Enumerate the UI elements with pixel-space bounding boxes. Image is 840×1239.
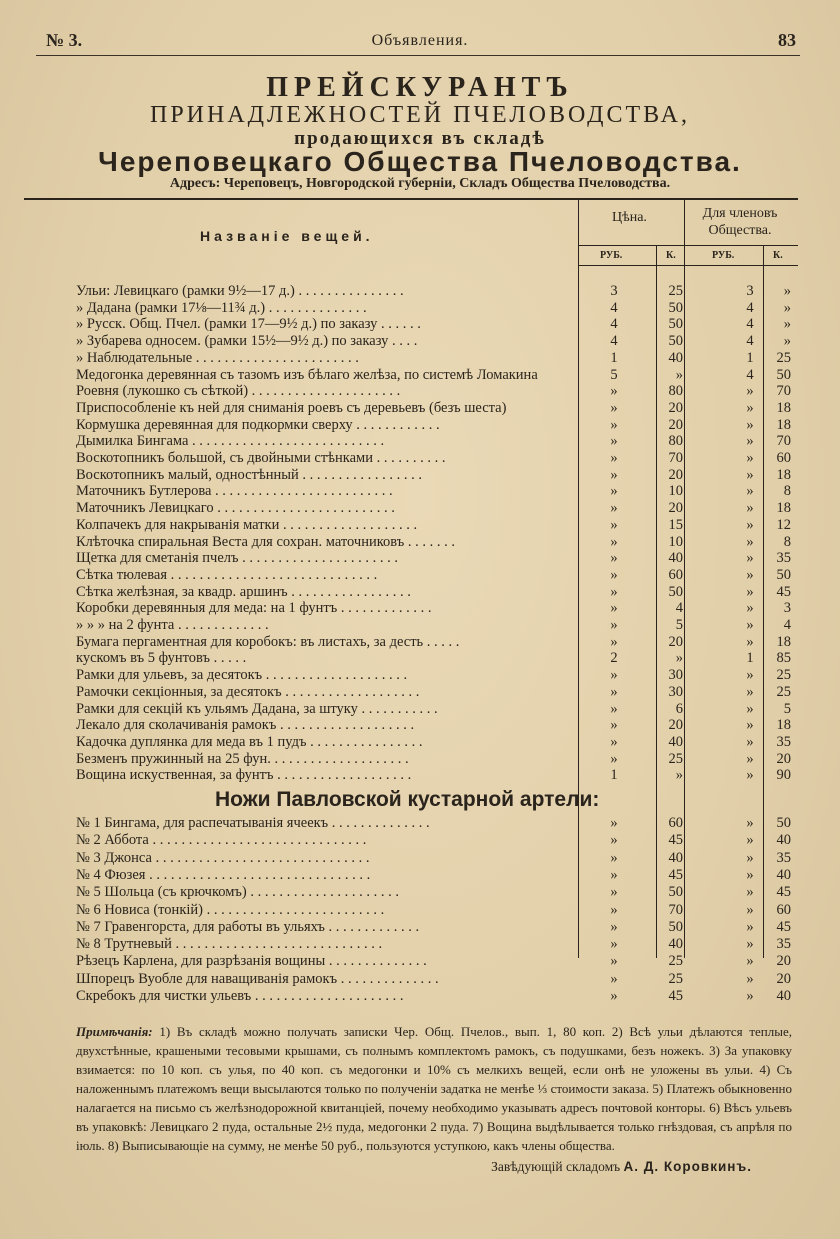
price-rub: » [610,667,618,684]
price-kop: 30 [668,667,683,684]
member-price-kop: 8 [783,533,791,550]
price-kop: 50 [668,884,683,901]
price-rub: 4 [610,299,618,316]
member-price-kop: 50 [776,566,791,583]
member-price-kop: 25 [776,667,791,684]
price-rub: » [610,433,618,450]
member-price-rub: » [746,866,754,883]
item-name: » Зубарева односем. (рамки 15½—9½ д.) по заказу . . . . [76,333,418,350]
table-top-rule [24,198,798,200]
column-header-members: Для членовъ Общества. [702,206,778,238]
item-name: Роевня (лукошко съ сѣткой) . . . . . . . . . . . . . . . . . . . . . [76,383,401,400]
item-name: Рамки для ульевъ, за десятокъ . . . . . . . . . . . . . . . . . . . . [76,667,408,684]
member-price-kop: 40 [776,832,791,849]
table-row [0,283,840,300]
member-price-rub: » [746,750,754,767]
table-row [0,767,840,784]
price-rub: » [610,884,618,901]
price-rub: » [610,399,618,416]
member-price-kop: 35 [776,936,791,953]
table-row [0,734,840,751]
table-row [0,316,840,333]
price-kop: 40 [668,733,683,750]
member-price-rub: » [746,815,754,831]
item-name: Шпорецъ Вуоблe для наващиванія рамокъ . . . . . . . . . . . . . . [76,970,439,987]
price-rub: » [610,600,618,617]
member-price-kop: 70 [776,383,791,400]
table-row [0,850,840,867]
item-name: Воскотопникъ большой, съ двойными стѣнками . . . . . . . . . . [76,450,446,466]
member-price-kop: 20 [776,970,791,987]
member-price-rub: » [746,733,754,750]
item-name: Сѣтка тюлевая . . . . . . . . . . . . . . . . . . . . . . . . . . . . . [76,566,378,583]
price-kop: 30 [668,683,683,700]
price-kop: 45 [668,832,683,849]
member-price-kop: 35 [776,849,791,866]
item-name: № 8 Трутневый . . . . . . . . . . . . . . . . . . . . . . . . . . . . . [76,936,383,953]
price-rub: » [610,566,618,583]
header-rule [36,55,800,56]
price-rub: 2 [610,650,618,667]
member-price-kop: 35 [776,733,791,750]
price-rub: » [610,700,618,717]
price-rub: » [610,988,618,1004]
item-name: Щетка для сметанія пчелъ . . . . . . . . . . . . . . . . . . . . . . [76,550,398,567]
running-header [40,30,800,56]
page-number: 83 [778,30,796,50]
price-kop: 50 [668,333,683,350]
item-name: № 7 Гравенгорста, для работы въ ульяхъ . . . . . . . . . . . . . [76,918,420,935]
table-row [0,600,840,617]
member-price-rub: » [746,500,754,517]
price-rub: » [610,450,618,466]
member-price-rub: » [746,970,754,987]
table-row [0,684,840,701]
member-price-kop: 18 [776,416,791,433]
member-price-rub: » [746,483,754,500]
table-row [0,884,840,901]
member-price-rub: » [746,617,754,633]
table-row [0,584,840,601]
price-kop: 50 [668,299,683,316]
table-row [0,832,840,849]
price-kop: 6 [675,700,683,717]
price-kop: 25 [668,970,683,987]
item-name: Бумага пергаментная для коробокъ: въ листахъ, за десть . . . . . [76,633,460,650]
item-name: Коробки деревянныя для меда: на 1 фунтъ . . . . . . . . . . . . . [76,600,432,617]
price-kop: 10 [668,533,683,550]
member-price-kop: 60 [776,901,791,918]
item-name: Маточникъ Бутлерова . . . . . . . . . . . . . . . . . . . . . . . . . [76,483,393,500]
member-price-rub: » [746,884,754,901]
table-row [0,650,840,667]
member-price-kop: 18 [776,466,791,483]
item-name: » Дадана (рамки 17⅛—11¾ д.) . . . . . . . . . . . . . . [76,299,367,316]
price-kop: 20 [668,399,683,416]
price-kop: 60 [668,815,683,831]
member-price-rub: » [746,466,754,483]
member-price-rub: » [746,383,754,400]
table-row [0,383,840,400]
price-rub: » [610,815,618,831]
item-name: Рамки для секцій къ ульямъ Дадана, за штуку . . . . . . . . . . . [76,700,438,717]
table-row [0,300,840,317]
table-row [0,500,840,517]
price-kop: 25 [668,953,683,970]
notes-label: Примѣчанія: [76,1024,153,1039]
price-kop: 20 [668,500,683,517]
item-name: № 4 Фюзея . . . . . . . . . . . . . . . . . . . . . . . . . . . . . . . [76,866,371,883]
item-name: Маточникъ Левицкаго . . . . . . . . . . . . . . . . . . . . . . . . . [76,500,395,517]
member-price-rub: 1 [746,349,754,366]
price-kop: 20 [668,717,683,734]
price-kop: 40 [668,550,683,567]
price-rub: » [610,383,618,400]
member-price-kop: 45 [776,884,791,901]
price-rub: » [610,936,618,953]
table-row [0,400,840,417]
table-row [0,517,840,534]
item-name: кускомъ въ 5 фунтовъ . . . . . [76,650,247,667]
title-line-1: ПРЕЙСКУРАНТЪ [266,72,574,103]
table-row [0,350,840,367]
member-price-kop: 18 [776,500,791,517]
member-price-rub: » [746,700,754,717]
table-row [0,333,840,350]
table-row [0,483,840,500]
member-price-rub: 4 [746,366,754,383]
item-name: Вощина искуственная, за фунтъ . . . . . . . . . . . . . . . . . . . [76,767,412,784]
table-row [0,988,840,1005]
title-line-3: продающихся въ складѣ [294,128,546,149]
price-rub: » [610,500,618,517]
table-row [0,701,840,718]
price-rub: » [610,633,618,650]
price-kop: » [675,650,683,667]
member-price-kop: 4 [783,617,791,633]
member-price-rub: » [746,600,754,617]
price-rub: 4 [610,316,618,333]
member-price-rub: » [746,633,754,650]
table-row [0,919,840,936]
member-price-rub: 1 [746,650,754,667]
price-rub: » [610,583,618,600]
item-name: № 5 Шольца (съ крючкомъ) . . . . . . . . . . . . . . . . . . . . . [76,884,399,901]
item-name: Скребокъ для чистки ульевъ . . . . . . . . . . . . . . . . . . . . . [76,988,404,1004]
price-kop: 60 [668,566,683,583]
price-rub: » [610,683,618,700]
price-kop: 20 [668,466,683,483]
member-price-rub: » [746,683,754,700]
member-price-rub: » [746,667,754,684]
member-price-kop: 18 [776,717,791,734]
member-price-rub: » [746,936,754,953]
price-kop: 40 [668,349,683,366]
price-rub: » [610,466,618,483]
table-row [0,717,840,734]
price-rub: 5 [610,366,618,383]
member-price-kop: 12 [776,516,791,533]
price-rub: » [610,733,618,750]
member-price-kop: 25 [776,683,791,700]
member-price-kop: 25 [776,349,791,366]
item-name: Рѣзецъ Карлена, для разрѣзанія вощины . . . . . . . . . . . . . . [76,953,427,970]
member-price-kop: 20 [776,953,791,970]
member-price-kop: » [783,299,791,316]
member-price-rub: 4 [746,333,754,350]
price-rub: » [610,849,618,866]
price-kop: 45 [668,866,683,883]
member-price-rub: » [746,988,754,1004]
price-kop: 70 [668,450,683,466]
member-price-kop: » [783,316,791,333]
price-rub: 1 [610,767,618,784]
price-kop: 45 [668,988,683,1004]
item-name: Воскотопникъ малый, одностѣнный . . . . . . . . . . . . . . . . . [76,466,423,483]
price-kop: 70 [668,901,683,918]
price-rub: » [610,550,618,567]
member-price-rub: » [746,550,754,567]
item-name: » Наблюдательные . . . . . . . . . . . . . . . . . . . . . . . [76,349,359,366]
table-row [0,567,840,584]
item-name: Клѣточка спиральная Веста для сохран. маточниковъ . . . . . . . [76,533,456,550]
table-row [0,433,840,450]
item-name: Безменъ пружинный на 25 фун. . . . . . . . . . . . . . . . . . . . [76,750,409,767]
member-price-rub: » [746,717,754,734]
member-price-rub: » [746,399,754,416]
member-price-rub: 4 [746,299,754,316]
member-price-rub: » [746,832,754,849]
price-kop: 50 [668,316,683,333]
member-price-rub: » [746,533,754,550]
price-kop: 25 [668,750,683,767]
price-kop: » [675,366,683,383]
price-rub: » [610,416,618,433]
table-row [0,867,840,884]
member-price-rub: » [746,516,754,533]
member-price-kop: 18 [776,399,791,416]
item-name: № 1 Бингама, для распечатыванія ячеекъ . . . . . . . . . . . . . . [76,815,430,831]
price-rub: » [610,970,618,987]
item-name: Медогонка деревянная съ тазомъ изъ бѣлаго желѣза, по системѣ Ломакина [76,366,538,383]
table-row [0,667,840,684]
column-header-name: Названіе вещей. [200,228,374,244]
member-price-rub: » [746,849,754,866]
price-kop: 4 [675,600,683,617]
table-row [0,550,840,567]
price-kop: 25 [668,283,683,299]
knives-section-title: Ножи Павловской кустарной артели: [215,788,600,811]
subheader-rub: РУБ. [600,250,623,261]
table-row [0,534,840,551]
subheader-members-rub: РУБ. [712,250,735,261]
price-rub: 4 [610,333,618,350]
member-price-kop: 8 [783,483,791,500]
table-row [0,417,840,434]
member-price-kop: 40 [776,988,791,1004]
item-name: » Русск. Общ. Пчел. (рамки 17—9½ д.) по заказу . . . . . . [76,316,421,333]
item-name: № 2 Аббота . . . . . . . . . . . . . . . . . . . . . . . . . . . . . . [76,832,367,849]
signature-name: А. Д. Коровкинъ. [623,1159,752,1174]
item-name: Колпачекъ для накрыванія матки . . . . . . . . . . . . . . . . . . . [76,516,418,533]
price-kop: 80 [668,383,683,400]
member-price-kop: 5 [783,700,791,717]
price-kop: 5 [675,617,683,633]
item-name: » » » на 2 фунта . . . . . . . . . . . . . [76,617,269,633]
price-kop: 40 [668,849,683,866]
column-header-price: Цѣна. [612,210,647,225]
price-kop: 40 [668,936,683,953]
member-price-kop: 50 [776,366,791,383]
price-rub: » [610,750,618,767]
table-row [0,902,840,919]
table-row [0,815,840,832]
price-rub: » [610,483,618,500]
subheader-members-kop: К. [773,250,783,261]
price-rub: » [610,832,618,849]
price-kop: 50 [668,918,683,935]
item-name: Рамочки секціонныя, за десятокъ . . . . . . . . . . . . . . . . . . . [76,683,420,700]
price-kop: 15 [668,516,683,533]
member-price-rub: 3 [746,283,754,299]
member-price-kop: 45 [776,583,791,600]
price-kop: 20 [668,416,683,433]
notes [76,1022,792,1155]
header-rule-bottom [578,265,798,266]
price-kop: 50 [668,583,683,600]
table-row [0,617,840,634]
table-row [0,971,840,988]
price-rub: » [610,717,618,734]
member-price-rub: » [746,767,754,784]
member-price-kop: 70 [776,433,791,450]
member-price-rub: » [746,918,754,935]
price-rub: 3 [610,283,618,299]
member-price-kop: 50 [776,815,791,831]
price-kop: 10 [668,483,683,500]
signature [491,1159,752,1175]
item-name: Кормушка деревянная для подкормки сверху . . . . . . . . . . . . [76,416,440,433]
table-row [0,467,840,484]
member-price-rub: » [746,901,754,918]
item-name: Приспособленіе къ ней для сниманія роевъ съ деревьевъ (безъ шеста) [76,399,507,416]
price-rub: » [610,953,618,970]
item-name: Кадочка дуплянка для меда въ 1 пудъ . . . . . . . . . . . . . . . . [76,733,423,750]
member-price-kop: » [783,283,791,299]
price-kop: 20 [668,633,683,650]
member-price-rub: » [746,450,754,466]
member-price-kop: 40 [776,866,791,883]
member-price-kop: 18 [776,633,791,650]
price-rub: » [610,866,618,883]
issue-number: № 3. [46,30,83,50]
member-price-kop: » [783,333,791,350]
price-rub: » [610,533,618,550]
signature-prefix: Завѣдующій складомъ [491,1159,621,1174]
header-rule-inner [578,245,798,246]
title-line-2: ПРИНАДЛЕЖНОСТЕЙ ПЧЕЛОВОДСТВА, [150,102,690,128]
member-price-rub: » [746,583,754,600]
table-row [0,634,840,651]
item-name: Дымилка Бингама . . . . . . . . . . . . . . . . . . . . . . . . . . . [76,433,385,450]
member-price-rub: » [746,566,754,583]
price-kop: » [675,767,683,784]
subheader-kop: К. [666,250,676,261]
price-kop: 80 [668,433,683,450]
title-line-4: Череповецкаго Общества Пчеловодства. [98,146,742,177]
price-rub: » [610,918,618,935]
member-price-kop: 90 [776,767,791,784]
table-row [0,367,840,384]
table-row [0,450,840,467]
price-rub: » [610,617,618,633]
address: Адресъ: Череповецъ, Новгородской губерніи, Складъ Общества Пчеловодства. [169,176,671,191]
item-name: Лекало для сколачиванія рамокъ . . . . . . . . . . . . . . . . . . . [76,717,415,734]
section-title: Объявления. [371,32,469,49]
table-row [0,751,840,768]
item-name: № 6 Новиса (тонкій) . . . . . . . . . . . . . . . . . . . . . . . . . [76,901,385,918]
item-name: Ульи: Левицкаго (рамки 9½—17 д.) . . . . . . . . . . . . . . . [76,283,404,299]
table-row [0,936,840,953]
member-price-kop: 20 [776,750,791,767]
price-rub: » [610,516,618,533]
price-rub: » [610,901,618,918]
table-row [0,953,840,970]
item-name: Сѣтка желѣзная, за квадр. аршинъ . . . . . . . . . . . . . . . . . [76,583,411,600]
member-price-kop: 35 [776,550,791,567]
item-name: № 3 Джонса . . . . . . . . . . . . . . . . . . . . . . . . . . . . . . [76,849,370,866]
member-price-rub: 4 [746,316,754,333]
member-price-kop: 60 [776,450,791,466]
member-price-rub: » [746,433,754,450]
member-price-rub: » [746,416,754,433]
notes-text: 1) Въ складѣ можно получать записки Чер. Общ. Пчелов., вып. 1, 80 коп. 2) Всѣ ульи дѣлаются теплые, двухстѣнные, крашеными тесовыми крышами, съ полнымъ комплектомъ рамокъ, съ подушками, безъ ножекъ. 3) За упаковку взимается: по 10 коп. съ улья, по 40 коп. съ медогонки и 10% съ мелкихъ вещей, если онѣ не уложены въ ульи. 4) Съ наложеннымъ платежомъ вещи высылаются только по полученіи задатка не менѣе ⅓ стоимости заказа. 5) Платежъ обыкновенно налагается на письмо съ желѣзнодорожной квитанціей, почему необходимо указывать адресъ почтовой конторы. 6) Вѣсъ ульевъ въ упаковкѣ: Левицкаго 2 пуда, остальные 2½ пуда, медогонки 2 пуда. 7) Вощина выдѣлывается только гнѣздовая, съ апрѣля по іюль. 8) Выписывающіе на сумму, не менѣе 50 руб., пользуются уступкою, какъ члены общества. [76,1024,793,1153]
price-rub: 1 [610,349,618,366]
member-price-rub: » [746,953,754,970]
member-price-kop: 85 [776,650,791,667]
member-price-kop: 45 [776,918,791,935]
member-price-kop: 3 [783,600,791,617]
